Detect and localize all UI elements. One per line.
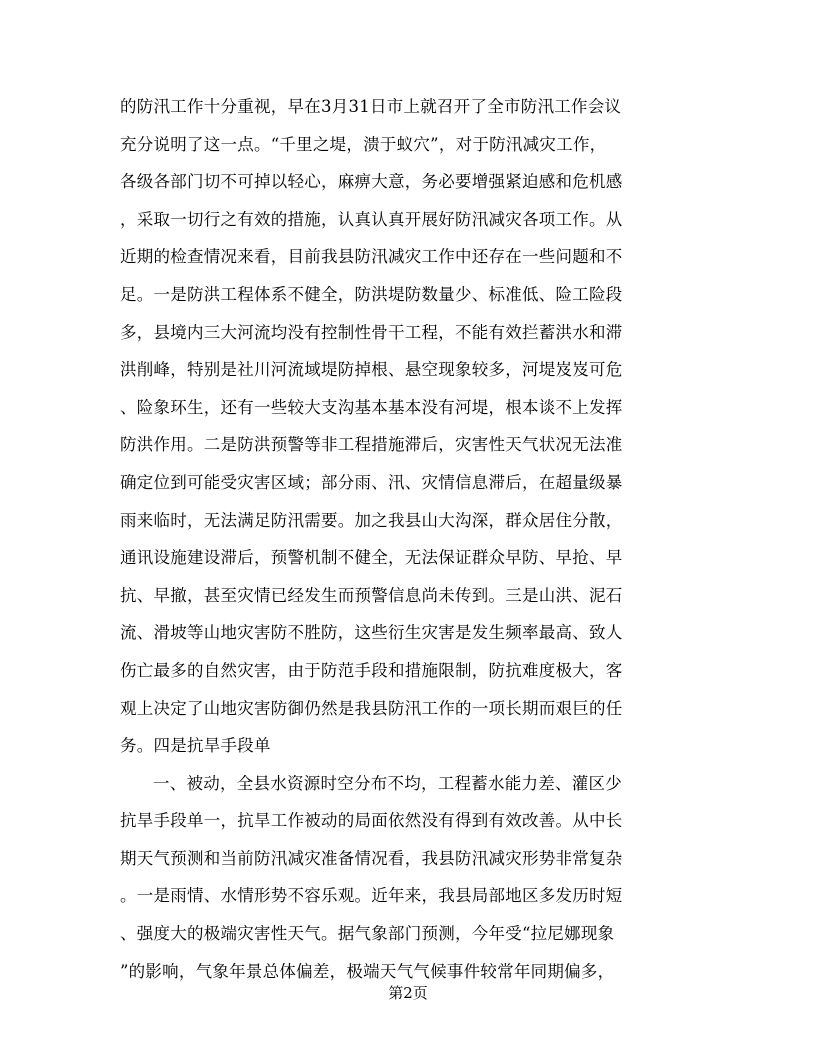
text-line: 、险象环生，还有一些较大支沟基本基本没有河堤，根本谈不上发挥 xyxy=(120,397,623,417)
text-line: 务。四是抗旱手段单 xyxy=(120,736,271,756)
text-line: 雨来临时，无法满足防汛需要。加之我县山大沟深，群众居住分散， xyxy=(120,510,623,530)
text-line: ，采取一切行之有效的措施，认真认真开展好防汛减灾各项工作。从 xyxy=(120,209,623,229)
text-line: 流、滑坡等山地灾害防不胜防，这些衍生灾害是发生频率最高、致人 xyxy=(120,623,623,643)
text-line: 近期的检查情况来看，目前我县防汛减灾工作中还存在一些问题和不 xyxy=(120,247,623,267)
text-line: 、强度大的极端灾害性天气。据气象部门预测，今年受“拉尼娜现象 xyxy=(120,924,615,944)
text-line: 防洪作用。二是防洪预警等非工程措施滞后，灾害性天气状况无法准 xyxy=(120,435,623,455)
text-line: 洪削峰，特别是社川河流域堤防掉根、悬空现象较多，河堤岌岌可危 xyxy=(120,360,623,380)
text-line: 足。一是防洪工程体系不健全，防洪堤防数量少、标准低、险工险段 xyxy=(120,284,623,304)
text-line: 。一是雨情、水情形势不容乐观。近年来，我县局部地区多发历时短 xyxy=(120,886,623,906)
page-number: 第2页 xyxy=(388,984,428,1002)
text-line: 期天气预测和当前防汛减灾准备情况看，我县防汛减灾形势非常复杂 xyxy=(120,848,623,868)
text-line: 观上决定了山地灾害防御仍然是我县防汛工作的一项长期而艰巨的任 xyxy=(120,698,623,718)
text-line: 抗、早撤，甚至灾情已经发生而预警信息尚未传到。三是山洪、泥石 xyxy=(120,585,623,605)
body-text xyxy=(120,88,704,990)
text-line: 伤亡最多的自然灾害，由于防范手段和措施限制，防抗难度极大，客 xyxy=(120,660,623,680)
text-line: 抗旱手段单一，抗旱工作被动的局面依然没有得到有效改善。从中长 xyxy=(120,811,623,831)
text-line: 各级各部门切不可掉以轻心，麻痹大意，务必要增强紧迫感和危机感 xyxy=(120,172,623,192)
text-line: 充分说明了这一点。“千里之堤，溃于蚁穴”，对于防汛减灾工作， xyxy=(120,134,607,154)
text-line: 的防汛工作十分重视，早在3月31日市上就召开了全市防汛工作会议 xyxy=(120,97,622,116)
text-line-indented: 一、被动，全县水资源时空分布不均，工程蓄水能力差、灌区少 xyxy=(153,773,622,793)
text-line: 多，县境内三大河流均没有控制性骨干工程，不能有效拦蓄洪水和滞 xyxy=(120,322,623,342)
text-line: 通讯设施建设滞后，预警机制不健全，无法保证群众早防、早抢、早 xyxy=(120,548,623,568)
text-line: 确定位到可能受灾害区域；部分雨、汛、灾情信息滞后，在超量级暴 xyxy=(120,472,623,492)
text-line: ”的影响，气象年景总体偏差，极端天气气候事件较常年同期偏多， xyxy=(120,961,615,981)
